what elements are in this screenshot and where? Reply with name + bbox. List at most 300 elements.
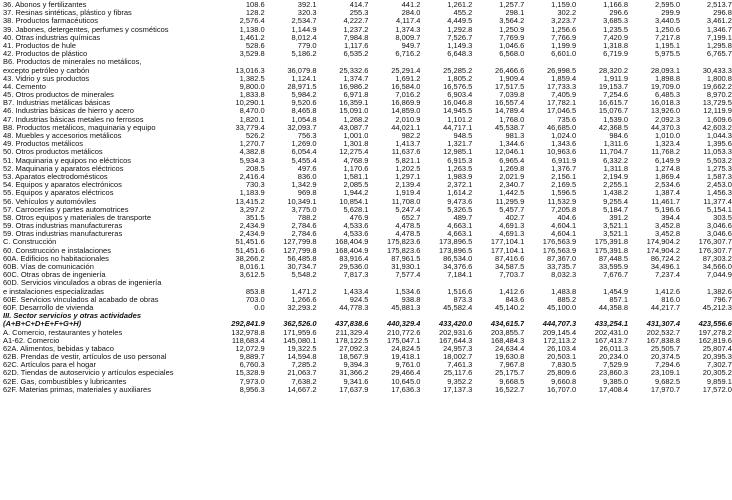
table-cell: 1,257.7 [499,1,525,9]
table-cell: 1,170.6 [343,164,369,173]
row-label: 47. Industrias básicas metales no ferrosos [3,115,144,124]
table-cell: 1,274.8 [654,164,681,173]
table-cell [213,58,265,66]
table-cell: 3,521.1 [603,230,629,239]
table-cell: 12,985.1 [443,148,473,157]
table-cell: 4,449.5 [447,17,473,26]
table-cell: 11,704.7 [599,148,629,157]
table-cell: 4,604.1 [551,230,577,239]
table-cell: 15,328.9 [235,369,265,378]
table-cell: 2,194.9 [603,172,629,181]
table-cell: 652.7 [401,213,421,222]
table-cell: 1,983.9 [447,172,473,181]
table-cell: 1,295.8 [706,41,732,50]
table-cell: 13,415.2 [235,197,265,206]
table-cell: 7,254.6 [603,91,629,100]
table-cell: 202,431.0 [594,328,629,337]
table-cell: 1,471.2 [291,287,317,296]
table-cell [265,58,317,66]
table-row [0,107,732,115]
table-cell: 25,505.7 [650,344,681,353]
table-cell: 167,644.3 [438,336,473,345]
table-cell: 30,734.7 [287,263,317,271]
row-label: 60F. Desarrollo de vivienda [3,303,94,312]
table-cell: 202,931.6 [438,328,473,337]
table-cell: 34,496.1 [650,263,681,271]
table-cell: 7,973.0 [239,377,265,386]
table-cell: 9,889.7 [239,353,265,362]
table-cell: 9,352.2 [447,377,473,386]
table-cell: 132,978.8 [231,328,265,337]
table-cell: 1,820.1 [239,115,265,124]
row-label: 51. Maquinaria y equipos no eléctricos [3,156,131,165]
table-cell: 7,199.1 [706,33,732,42]
table-cell: 16,986.2 [339,82,369,91]
table-cell: 87,416.6 [495,254,525,263]
table-cell: 168,404.9 [335,246,369,255]
table-cell: 296.8 [713,9,732,18]
row-label: 49. Productos metálicos [3,140,84,149]
table-cell: 17,046.5 [546,107,577,116]
table-cell: 203,855.7 [490,328,525,337]
table-cell: 51,451.6 [235,246,265,255]
table-cell: 14,945.5 [443,107,473,116]
table-cell: 431,307.4 [646,320,681,329]
table-cell: 11,768.2 [651,148,681,157]
table-cell: 17,137.3 [443,385,473,394]
table-cell: 23,109.1 [650,369,681,378]
table-row [0,99,732,107]
table-cell: 1,342.9 [291,181,317,190]
table-cell: 949.7 [401,41,421,50]
table-cell: 2,092.3 [654,115,681,124]
table-cell: 5,934.3 [239,156,265,165]
table-cell: 2,513.7 [706,1,732,9]
table-cell: 1,046.6 [499,41,525,50]
table-cell [680,312,732,320]
table-cell: 25,809.6 [546,369,577,378]
table-cell: 9,682.5 [654,377,681,386]
table-cell: 16,522.7 [495,385,525,394]
table-cell: 44,217.7 [650,303,681,312]
table-cell: 362,526.0 [283,320,317,329]
table-cell: 1,183.9 [239,189,265,198]
table-cell: 9,255.4 [603,197,629,206]
table-cell: 19,709.0 [650,82,681,91]
table-cell: 27,092.3 [339,344,369,353]
table-cell: 4,604.1 [551,222,577,231]
table-cell [472,58,524,66]
table-cell: 1,374.3 [395,25,421,34]
table-cell: 24,957.3 [443,344,473,353]
row-label: 36. Abonos y fertilizantes [3,1,87,9]
table-cell: 16,046.8 [443,99,473,108]
table-cell: 5,326.5 [447,205,473,214]
table-cell: 3,564.2 [499,17,525,26]
table-cell: 145,080.1 [283,336,317,345]
table-cell: 175,391.8 [594,246,629,255]
table-cell: 1,382.5 [239,74,265,83]
table-row [0,386,732,394]
table-cell: 6,719.9 [603,50,629,59]
table-row [0,329,732,337]
table-cell: 15,091.0 [339,107,369,116]
table-cell: 4,533.6 [343,230,369,239]
table-cell: 1,237.2 [343,25,369,34]
table-cell: 489.7 [453,213,473,222]
table-cell: 5,455.4 [291,156,317,165]
table-cell: 7,237.4 [654,271,681,280]
table-cell: 1,268.2 [343,115,369,124]
row-label: 43. Vidrio y sus productos [3,74,90,83]
table-cell: 210,772.6 [387,328,421,337]
table-cell: 779.0 [297,41,317,50]
row-label: 37. Resinas sintéticas, plástico y fibras [3,9,132,18]
table-cell: 402.7 [505,213,525,222]
table-cell: 1,321.7 [447,140,473,149]
table-cell: 38,266.2 [235,254,265,263]
table-cell: 44,370.3 [650,123,681,132]
table-cell: 9,520.6 [291,99,317,108]
table-cell: 3,223.7 [551,17,577,26]
table-cell: 45,140.2 [495,303,525,312]
table-cell: 25,117.6 [443,369,473,378]
table-cell: 1,323.4 [654,140,681,149]
table-cell: 843.6 [505,295,525,304]
table-cell: 21,063.7 [287,369,317,378]
row-label: 60C. Otras obras de ingeniería [3,271,106,280]
table-cell: 2,453.0 [706,181,732,190]
table-cell: 1,833.8 [239,91,265,100]
table-cell: 1,297.1 [395,172,421,181]
table-cell: 8,465.8 [291,107,317,116]
table-cell: 0.0 [254,303,265,312]
table-cell: 7,529.9 [603,361,629,370]
table-cell: 51,451.6 [235,238,265,247]
table-cell: 6,911.9 [551,156,577,165]
table-cell: 176,307.7 [698,246,732,255]
table-row [0,263,732,271]
table-cell: 9,859.1 [706,377,732,386]
table-cell: 3,521.1 [603,222,629,231]
row-label: 60A. Edificios no habitacionales [3,254,109,263]
table-cell: 938.8 [401,295,421,304]
row-label: 59. Otras industrias manufactureras [3,230,123,239]
table-cell: 433,420.0 [438,320,473,329]
table-cell: 20,503.1 [546,353,577,362]
table-cell: 1,344.6 [499,140,525,149]
table-cell: 2,372.1 [447,181,473,190]
table-cell: 1,054.8 [291,115,317,124]
table-row [0,91,732,99]
table-cell [317,279,369,287]
table-cell: 444,707.3 [542,320,577,329]
table-cell: 302.2 [557,9,577,18]
table-row [0,9,732,17]
table-cell: 19,153.7 [598,82,629,91]
table-cell: 437,838.6 [335,320,369,329]
table-cell: 440,329.4 [387,320,421,329]
table-cell: 4,691.3 [499,230,525,239]
table-cell: 8,016.1 [239,263,265,271]
table-cell: 16,359.1 [339,99,369,108]
row-label: 54. Equipos y aparatos electrónicos [3,181,122,190]
table-cell: 4,691.3 [499,222,525,231]
table-cell: 756.3 [297,132,317,140]
table-cell: 15,076.7 [598,107,629,116]
row-label: 46. Industrias básicas de hierro y acero [3,107,134,116]
table-cell: 33,779.4 [235,123,265,132]
table-cell: 1,270.7 [239,140,265,149]
table-cell: 1,374.7 [343,74,369,83]
table-cell [576,58,628,66]
table-cell: 1,311.8 [603,164,629,173]
table-row [0,345,732,353]
table-cell: 33,735.7 [546,263,577,271]
table-cell: 1,614.2 [447,189,473,198]
table-cell: 6,601.0 [551,50,577,59]
table-cell: 836.0 [297,172,317,181]
table-cell: 32,093.7 [287,123,317,132]
table-cell: 174,904.2 [646,238,681,247]
row-label: 39. Jabones, detergentes, perfumes y cosméticos [3,25,169,34]
table-cell: 162,819.6 [698,336,732,345]
table-row [0,17,732,25]
table-cell: 969.8 [297,189,317,198]
table-cell: 853.8 [245,287,265,296]
table-cell [420,312,472,320]
table-cell: 2,595.0 [654,1,681,9]
table-cell: 26,011.3 [599,344,629,353]
row-label: C. Construcción [3,238,57,247]
table-cell: 172,113.2 [543,336,577,345]
row-label: 52. Maquinaria y aparatos eléctricos [3,164,124,173]
table-cell: 5,186.2 [291,50,317,59]
table-cell: 86,724.2 [650,254,681,263]
table-cell: 56,485.8 [287,254,317,263]
table-cell: 26,466.6 [495,66,525,75]
table-cell: 9,660.8 [551,377,577,386]
table-cell: 177,104.1 [490,238,525,247]
table-cell: 3,529.8 [239,50,265,59]
table-cell: 17,733.3 [546,82,577,91]
table-cell: 9,385.0 [603,377,629,386]
row-label: 55. Equipos y aparatos eléctricos [3,189,114,198]
table-cell: 455.2 [453,9,473,18]
row-label: (A+B+C+D+E+F+G+H) [3,320,82,329]
table-cell: 33,595.9 [598,263,629,271]
table-row [0,34,732,42]
table-cell: 2,434.9 [239,222,265,231]
table-cell: 1,800.8 [706,74,732,83]
table-cell: 8,970.2 [706,91,732,100]
table-row [0,140,732,148]
table-cell: 10,290.1 [235,99,265,108]
table-cell: 1,343.6 [551,140,577,149]
table-cell: 208.5 [245,164,265,173]
table-cell: 1,911.9 [603,74,629,83]
row-label: 48. Muebles y accesorios metálicos [3,132,122,140]
table-cell: 392.1 [297,1,317,9]
table-cell: 1,596.5 [551,189,577,198]
table-cell: 433,254.1 [594,320,629,329]
table-cell: 7,967.8 [499,361,525,370]
table-cell: 6,760.3 [239,361,265,370]
table-cell: 14,859.0 [391,107,421,116]
row-label: 60E. Servicios vinculados al acabado de obras [3,295,159,304]
table-cell: 6,965.4 [499,156,525,165]
table-row [0,288,732,296]
table-cell: 528.6 [245,41,265,50]
table-cell: 19,630.8 [495,353,525,362]
table-cell: 7,016.2 [395,91,421,100]
table-cell: 5,503.2 [706,156,732,165]
table-cell: 87,961.5 [391,254,421,263]
table-cell [317,312,369,320]
table-cell: 202,532.7 [646,328,681,337]
table-cell: 175,823.6 [387,246,421,255]
table-cell: 2,576.4 [239,17,265,26]
table-cell: 7,184.1 [447,271,473,280]
table-cell: 2,139.4 [395,181,421,190]
row-label: 40. Otras industrias químicas [3,33,101,42]
table-cell: 175,047.1 [387,336,421,345]
table-cell [368,279,420,287]
table-cell: 1,124.1 [291,74,317,83]
table-cell: 1,412.6 [499,287,525,296]
table-cell: 6,716.2 [395,50,421,59]
table-cell: 177,104.1 [490,246,525,255]
table-cell [628,279,680,287]
table-cell: 1,101.2 [447,115,473,124]
table-cell: 7,676.7 [603,271,629,280]
table-cell: 2,085.5 [343,181,369,190]
table-cell: 1,250.9 [499,25,525,34]
table-cell: 7,405.9 [551,91,577,100]
table-cell: 87,367.0 [546,254,577,263]
row-label: 57. Carrocerías y partes automotrices [3,205,129,214]
table-cell: 3,685.3 [603,17,629,26]
table-cell: 31,930.1 [391,263,421,271]
table-cell: 1,581.1 [343,172,369,181]
table-cell: 36,079.8 [287,66,317,75]
table-cell: 434,615.7 [490,320,525,329]
row-label: A1-62. Comercio [3,336,60,345]
table-cell: 1,149.3 [447,41,473,50]
table-cell: 10,963.6 [546,148,577,157]
table-cell: 3,612.5 [239,271,265,280]
table-cell: 11,377.4 [703,197,732,206]
table-cell: 497.6 [297,164,317,173]
table-cell: 1,195.1 [654,41,681,50]
table-cell: 3,461.2 [706,17,732,26]
table-cell: 948.5 [453,132,473,140]
table-cell: 1,263.5 [447,164,473,173]
table-row [0,296,732,304]
table-cell: 476.9 [349,213,369,222]
table-cell: 6,149.9 [654,156,681,165]
table-cell: 12,046.1 [495,148,525,157]
table-cell: 4,478.5 [395,222,421,231]
table-cell: 6,568.0 [499,50,525,59]
table-cell: 25,175.7 [495,369,525,378]
table-cell: 1,534.6 [395,287,421,296]
table-cell: 87,303.2 [702,254,732,263]
table-cell: 982.2 [401,132,421,140]
table-cell [680,58,732,66]
table-cell: 394.4 [661,213,681,222]
table-cell: 20,374.5 [650,353,681,362]
table-cell: 391.2 [609,213,629,222]
table-cell: 31,366.2 [339,369,369,378]
table-cell [368,58,420,66]
table-cell: 1,266.6 [291,295,317,304]
table-cell: 7,638.2 [291,377,317,386]
table-cell: 9,394.3 [343,361,369,370]
table-cell: 12,119.9 [703,107,732,116]
table-cell: 17,637.9 [339,385,369,394]
table-cell: 12,275.4 [339,148,369,157]
table-cell: 1,024.0 [551,132,577,140]
table-cell: 18,567.9 [339,353,369,362]
table-cell: 45,582.4 [443,303,473,312]
table-cell: 16,869.9 [391,99,421,108]
table-cell: 175,391.8 [594,238,629,247]
table-cell: 34,566.0 [702,263,732,271]
table-cell: 6,535.2 [343,50,369,59]
table-cell: 7,039.8 [499,91,525,100]
table-cell: 11,708.0 [391,197,421,206]
table-cell: 128.2 [245,9,265,18]
table-cell: 7,817.3 [343,271,369,280]
table-cell: 173,896.5 [438,238,473,247]
table-cell: 20,234.0 [598,353,629,362]
table-cell: 29,536.0 [339,263,369,271]
table-cell [680,279,732,287]
table-cell: 1,609.6 [706,115,732,124]
table-cell: 1,138.0 [239,25,265,34]
table-cell: 1,412.6 [654,287,681,296]
table-cell: 441.2 [401,1,421,9]
table-row [0,230,732,238]
table-cell: 4,533.6 [343,222,369,231]
table-cell [420,279,472,287]
table-cell: 4,663.1 [447,230,473,239]
row-label: 62A. Alimentos, bebidas y tabaco [3,344,114,353]
table-cell: 5,984.2 [291,91,317,100]
table-cell: 25,332.6 [339,66,369,75]
table-cell: 1,539.0 [603,115,629,124]
table-cell: 1,413.7 [395,140,421,149]
table-cell: 3,440.5 [654,17,681,26]
table-cell: 7,577.4 [395,271,421,280]
table-cell: 18,002.7 [443,353,473,362]
table-cell: 24,824.5 [391,344,421,353]
table-cell: 87,448.5 [598,254,629,263]
table-cell: 5,196.6 [654,205,681,214]
table-cell: 1,869.4 [654,172,681,181]
table-cell: 298.1 [505,9,525,18]
table-cell [576,312,628,320]
table-cell: 7,044.9 [706,271,732,280]
table-cell: 197,278.2 [698,328,732,337]
table-cell: 8,956.3 [239,385,265,394]
table-cell: 2,255.1 [603,181,629,190]
table-cell: 404.6 [557,213,577,222]
table-cell: 5,548.2 [291,271,317,280]
table-cell: 19,662.2 [702,82,732,91]
table-cell: 2,021.9 [499,172,525,181]
